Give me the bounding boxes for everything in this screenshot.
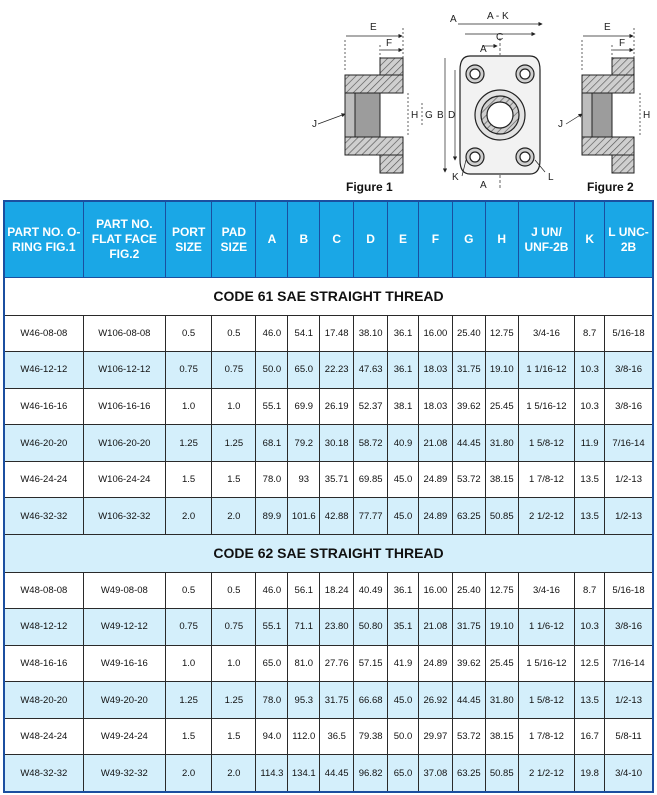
table-cell: W49-08-08 bbox=[83, 572, 165, 609]
table-cell: 40.49 bbox=[354, 572, 388, 609]
table-cell: W46-16-16 bbox=[4, 388, 83, 425]
table-cell: 78.0 bbox=[256, 682, 288, 719]
table-cell: 1 5/8-12 bbox=[518, 682, 575, 719]
figure2-caption: Figure 2 bbox=[587, 180, 634, 194]
table-cell: 29.97 bbox=[418, 718, 452, 755]
table-row bbox=[4, 755, 653, 792]
label-k: K bbox=[452, 172, 459, 183]
label-c: C bbox=[496, 32, 504, 43]
label-f-fig1: F bbox=[386, 38, 393, 49]
table-cell: 1.5 bbox=[165, 718, 211, 755]
table-cell: 69.85 bbox=[354, 461, 388, 498]
table-cell: 26.19 bbox=[320, 388, 354, 425]
table-cell: 21.08 bbox=[418, 425, 452, 462]
table-cell: 31.75 bbox=[452, 609, 485, 646]
table-cell: 1.5 bbox=[212, 718, 256, 755]
table-cell: W49-16-16 bbox=[83, 645, 165, 682]
table-cell: W48-12-12 bbox=[4, 609, 83, 646]
column-header: G bbox=[452, 201, 485, 278]
figure1-caption: Figure 1 bbox=[346, 180, 393, 194]
table-cell: 7/16-14 bbox=[605, 645, 653, 682]
table-cell: 0.75 bbox=[165, 352, 211, 389]
table-cell: 38.15 bbox=[485, 718, 518, 755]
table-cell: 1.0 bbox=[212, 388, 256, 425]
table-cell: W46-32-32 bbox=[4, 498, 83, 535]
table-cell: 50.0 bbox=[256, 352, 288, 389]
figure1-side-view bbox=[345, 58, 403, 173]
table-cell: 8.7 bbox=[575, 572, 605, 609]
table-cell: 2.0 bbox=[212, 498, 256, 535]
table-cell: 35.1 bbox=[388, 609, 419, 646]
table-cell: 65.0 bbox=[388, 755, 419, 792]
table-cell: 69.9 bbox=[288, 388, 320, 425]
table-cell: 50.85 bbox=[485, 498, 518, 535]
table-cell: 0.5 bbox=[212, 572, 256, 609]
label-a-k: A - K bbox=[487, 11, 509, 22]
table-cell: 24.89 bbox=[418, 645, 452, 682]
table-cell: 1.5 bbox=[212, 461, 256, 498]
table-cell: 94.0 bbox=[256, 718, 288, 755]
label-h-fig2: H bbox=[643, 110, 651, 121]
table-cell: W106-20-20 bbox=[83, 425, 165, 462]
table-cell: 44.45 bbox=[452, 425, 485, 462]
table-cell: 16.7 bbox=[575, 718, 605, 755]
table-cell: 1 5/16-12 bbox=[518, 388, 575, 425]
table-cell: 18.03 bbox=[418, 352, 452, 389]
table-cell: 55.1 bbox=[256, 388, 288, 425]
table-cell: 56.1 bbox=[288, 572, 320, 609]
column-header: H bbox=[485, 201, 518, 278]
table-cell: 25.45 bbox=[485, 388, 518, 425]
table-cell: W49-20-20 bbox=[83, 682, 165, 719]
table-cell: 3/4-16 bbox=[518, 315, 575, 352]
table-cell: 2.0 bbox=[212, 755, 256, 792]
table-cell: 18.03 bbox=[418, 388, 452, 425]
table-cell: 31.75 bbox=[320, 682, 354, 719]
label-a-top-left: A bbox=[450, 14, 457, 25]
column-header: PAD SIZE bbox=[212, 201, 256, 278]
table-cell: W106-16-16 bbox=[83, 388, 165, 425]
column-header: F bbox=[418, 201, 452, 278]
table-cell: W106-32-32 bbox=[83, 498, 165, 535]
table-cell: 1 5/16-12 bbox=[518, 645, 575, 682]
table-cell: 24.89 bbox=[418, 461, 452, 498]
table-cell: 134.1 bbox=[288, 755, 320, 792]
table-cell: 1.25 bbox=[165, 425, 211, 462]
table-cell: 18.24 bbox=[320, 572, 354, 609]
table-cell: 53.72 bbox=[452, 461, 485, 498]
column-header: PART NO. FLAT FACE FIG.2 bbox=[83, 201, 165, 278]
table-cell: W49-12-12 bbox=[83, 609, 165, 646]
table-cell: 0.75 bbox=[212, 609, 256, 646]
table-cell: 16.00 bbox=[418, 572, 452, 609]
table-cell: 0.75 bbox=[212, 352, 256, 389]
table-cell: 79.2 bbox=[288, 425, 320, 462]
table-cell: 57.15 bbox=[354, 645, 388, 682]
table-cell: 65.0 bbox=[256, 645, 288, 682]
table-cell: 1.5 bbox=[165, 461, 211, 498]
table-cell: 3/8-16 bbox=[605, 352, 653, 389]
table-cell: 114.3 bbox=[256, 755, 288, 792]
table-cell: W48-20-20 bbox=[4, 682, 83, 719]
table-cell: 10.3 bbox=[575, 352, 605, 389]
table-cell: 2.0 bbox=[165, 498, 211, 535]
table-cell: 11.9 bbox=[575, 425, 605, 462]
table-cell: 53.72 bbox=[452, 718, 485, 755]
table-cell: 66.68 bbox=[354, 682, 388, 719]
table-cell: 13.5 bbox=[575, 461, 605, 498]
table-cell: 27.76 bbox=[320, 645, 354, 682]
table-cell: 95.3 bbox=[288, 682, 320, 719]
table-cell: W46-12-12 bbox=[4, 352, 83, 389]
table-cell: 31.80 bbox=[485, 682, 518, 719]
table-cell: 22.23 bbox=[320, 352, 354, 389]
table-cell: 1 7/8-12 bbox=[518, 461, 575, 498]
table-row bbox=[4, 425, 653, 462]
table-cell: 44.45 bbox=[452, 682, 485, 719]
column-header: A bbox=[256, 201, 288, 278]
table-cell: 13.5 bbox=[575, 682, 605, 719]
table-row bbox=[4, 388, 653, 425]
table-cell: 37.08 bbox=[418, 755, 452, 792]
table-cell: 101.6 bbox=[288, 498, 320, 535]
table-cell: 39.62 bbox=[452, 388, 485, 425]
column-header: K bbox=[575, 201, 605, 278]
column-header: L UNC-2B bbox=[605, 201, 653, 278]
table-cell: 1.0 bbox=[165, 645, 211, 682]
table-cell: 1.25 bbox=[212, 682, 256, 719]
table-cell: 7/16-14 bbox=[605, 425, 653, 462]
table-cell: 31.80 bbox=[485, 425, 518, 462]
table-cell: 65.0 bbox=[288, 352, 320, 389]
column-header: PORT SIZE bbox=[165, 201, 211, 278]
table-cell: 78.0 bbox=[256, 461, 288, 498]
table-cell: 35.71 bbox=[320, 461, 354, 498]
table-cell: 23.80 bbox=[320, 609, 354, 646]
table-cell: 25.40 bbox=[452, 572, 485, 609]
table-cell: 0.5 bbox=[212, 315, 256, 352]
table-row bbox=[4, 718, 653, 755]
label-a-lower: A bbox=[480, 180, 487, 191]
table-cell: 12.75 bbox=[485, 572, 518, 609]
table-cell: 0.5 bbox=[165, 572, 211, 609]
table-cell: 2 1/2-12 bbox=[518, 755, 575, 792]
table-row bbox=[4, 315, 653, 352]
table-cell: 1 7/8-12 bbox=[518, 718, 575, 755]
table-cell: 5/16-18 bbox=[605, 315, 653, 352]
table-cell: 38.15 bbox=[485, 461, 518, 498]
table-cell: 21.08 bbox=[418, 609, 452, 646]
table-cell: W48-24-24 bbox=[4, 718, 83, 755]
table-cell: 50.80 bbox=[354, 609, 388, 646]
header-row bbox=[4, 201, 653, 278]
table-cell: 5/8-11 bbox=[605, 718, 653, 755]
table-cell: W106-08-08 bbox=[83, 315, 165, 352]
label-d: D bbox=[448, 110, 456, 121]
label-f-fig2: F bbox=[619, 38, 626, 49]
column-header: C bbox=[320, 201, 354, 278]
table-cell: 13.5 bbox=[575, 498, 605, 535]
table-cell: 1.25 bbox=[165, 682, 211, 719]
table-row bbox=[4, 682, 653, 719]
table-cell: 46.0 bbox=[256, 315, 288, 352]
label-g-fig1: G bbox=[425, 110, 433, 121]
table-cell: 1.0 bbox=[212, 645, 256, 682]
section-header-row bbox=[4, 278, 653, 316]
flange-drawings bbox=[0, 0, 657, 200]
table-cell: 3/8-16 bbox=[605, 609, 653, 646]
table-cell: 1 1/6-12 bbox=[518, 609, 575, 646]
table-cell: 26.92 bbox=[418, 682, 452, 719]
table-row bbox=[4, 609, 653, 646]
table-cell: 46.0 bbox=[256, 572, 288, 609]
table-cell: 79.38 bbox=[354, 718, 388, 755]
table-cell: 25.40 bbox=[452, 315, 485, 352]
table-cell: 58.72 bbox=[354, 425, 388, 462]
column-header: D bbox=[354, 201, 388, 278]
column-header: PART NO. O-RING FIG.1 bbox=[4, 201, 83, 278]
label-l: L bbox=[548, 172, 554, 183]
table-cell: W48-08-08 bbox=[4, 572, 83, 609]
table-cell: 3/4-10 bbox=[605, 755, 653, 792]
table-cell: 0.75 bbox=[165, 609, 211, 646]
table-cell: 2 1/2-12 bbox=[518, 498, 575, 535]
table-cell: 16.00 bbox=[418, 315, 452, 352]
label-b: B bbox=[437, 110, 444, 121]
table-cell: 24.89 bbox=[418, 498, 452, 535]
table-cell: 1/2-13 bbox=[605, 461, 653, 498]
label-a-upper: A bbox=[480, 44, 487, 55]
table-cell: 77.77 bbox=[354, 498, 388, 535]
table-row bbox=[4, 352, 653, 389]
table-cell: 36.1 bbox=[388, 315, 419, 352]
table-cell: 5/16-18 bbox=[605, 572, 653, 609]
table-cell: 1 1/16-12 bbox=[518, 352, 575, 389]
table-cell: 40.9 bbox=[388, 425, 419, 462]
table-body bbox=[4, 278, 653, 793]
column-header: E bbox=[388, 201, 419, 278]
table-cell: 41.9 bbox=[388, 645, 419, 682]
table-cell: 71.1 bbox=[288, 609, 320, 646]
section-title: CODE 62 SAE STRAIGHT THREAD bbox=[4, 534, 653, 572]
section-header-row bbox=[4, 534, 653, 572]
table-cell: 3/4-16 bbox=[518, 572, 575, 609]
table-cell: 25.45 bbox=[485, 645, 518, 682]
table-cell: 44.45 bbox=[320, 755, 354, 792]
table-cell: 12.75 bbox=[485, 315, 518, 352]
table-cell: 89.9 bbox=[256, 498, 288, 535]
table-cell: 1/2-13 bbox=[605, 682, 653, 719]
table-cell: 50.85 bbox=[485, 755, 518, 792]
table-cell: 12.5 bbox=[575, 645, 605, 682]
column-header: J UN/ UNF-2B bbox=[518, 201, 575, 278]
table-cell: W48-32-32 bbox=[4, 755, 83, 792]
table-row bbox=[4, 645, 653, 682]
label-e-fig1: E bbox=[370, 22, 377, 33]
table-cell: 54.1 bbox=[288, 315, 320, 352]
table-cell: 1.25 bbox=[212, 425, 256, 462]
column-header: B bbox=[288, 201, 320, 278]
table-cell: 45.0 bbox=[388, 498, 419, 535]
table-cell: W106-12-12 bbox=[83, 352, 165, 389]
figures-area bbox=[0, 0, 657, 200]
table-cell: 50.0 bbox=[388, 718, 419, 755]
label-e-fig2: E bbox=[604, 22, 611, 33]
table-cell: 31.75 bbox=[452, 352, 485, 389]
table-cell: 81.0 bbox=[288, 645, 320, 682]
table-cell: 47.63 bbox=[354, 352, 388, 389]
table-cell: 19.8 bbox=[575, 755, 605, 792]
table-cell: 10.3 bbox=[575, 388, 605, 425]
table-cell: W46-08-08 bbox=[4, 315, 83, 352]
table-cell: 0.5 bbox=[165, 315, 211, 352]
table-cell: 112.0 bbox=[288, 718, 320, 755]
table-cell: W46-20-20 bbox=[4, 425, 83, 462]
table-cell: 45.0 bbox=[388, 461, 419, 498]
table-cell: 36.1 bbox=[388, 572, 419, 609]
table-cell: W106-24-24 bbox=[83, 461, 165, 498]
table-cell: 19.10 bbox=[485, 609, 518, 646]
table-cell: 19.10 bbox=[485, 352, 518, 389]
table-cell: 52.37 bbox=[354, 388, 388, 425]
table-cell: 17.48 bbox=[320, 315, 354, 352]
table-cell: 36.5 bbox=[320, 718, 354, 755]
table-cell: 38.10 bbox=[354, 315, 388, 352]
table-cell: 36.1 bbox=[388, 352, 419, 389]
table-cell: 63.25 bbox=[452, 498, 485, 535]
table-cell: 45.0 bbox=[388, 682, 419, 719]
table-cell: W49-24-24 bbox=[83, 718, 165, 755]
table-cell: 93 bbox=[288, 461, 320, 498]
table-cell: 2.0 bbox=[165, 755, 211, 792]
table-cell: W46-24-24 bbox=[4, 461, 83, 498]
table-cell: 1/2-13 bbox=[605, 498, 653, 535]
table-cell: 68.1 bbox=[256, 425, 288, 462]
table-cell: 39.62 bbox=[452, 645, 485, 682]
table-cell: 30.18 bbox=[320, 425, 354, 462]
label-h-fig1: H bbox=[411, 110, 419, 121]
table-cell: 63.25 bbox=[452, 755, 485, 792]
table-row bbox=[4, 572, 653, 609]
table-cell: W48-16-16 bbox=[4, 645, 83, 682]
table-cell: 55.1 bbox=[256, 609, 288, 646]
table-row bbox=[4, 498, 653, 535]
table-cell: 38.1 bbox=[388, 388, 419, 425]
label-j-fig1: J bbox=[312, 119, 317, 130]
table-row bbox=[4, 461, 653, 498]
label-j-fig2: J bbox=[558, 119, 563, 130]
figure2-side-view bbox=[582, 58, 634, 173]
table-cell: 1 5/8-12 bbox=[518, 425, 575, 462]
table-cell: W49-32-32 bbox=[83, 755, 165, 792]
table-cell: 1.0 bbox=[165, 388, 211, 425]
table-cell: 96.82 bbox=[354, 755, 388, 792]
table-cell: 3/8-16 bbox=[605, 388, 653, 425]
figure1-front-view bbox=[460, 56, 540, 174]
table-cell: 10.3 bbox=[575, 609, 605, 646]
table-cell: 8.7 bbox=[575, 315, 605, 352]
section-title: CODE 61 SAE STRAIGHT THREAD bbox=[4, 278, 653, 316]
specs-table bbox=[3, 200, 654, 793]
table-cell: 42.88 bbox=[320, 498, 354, 535]
